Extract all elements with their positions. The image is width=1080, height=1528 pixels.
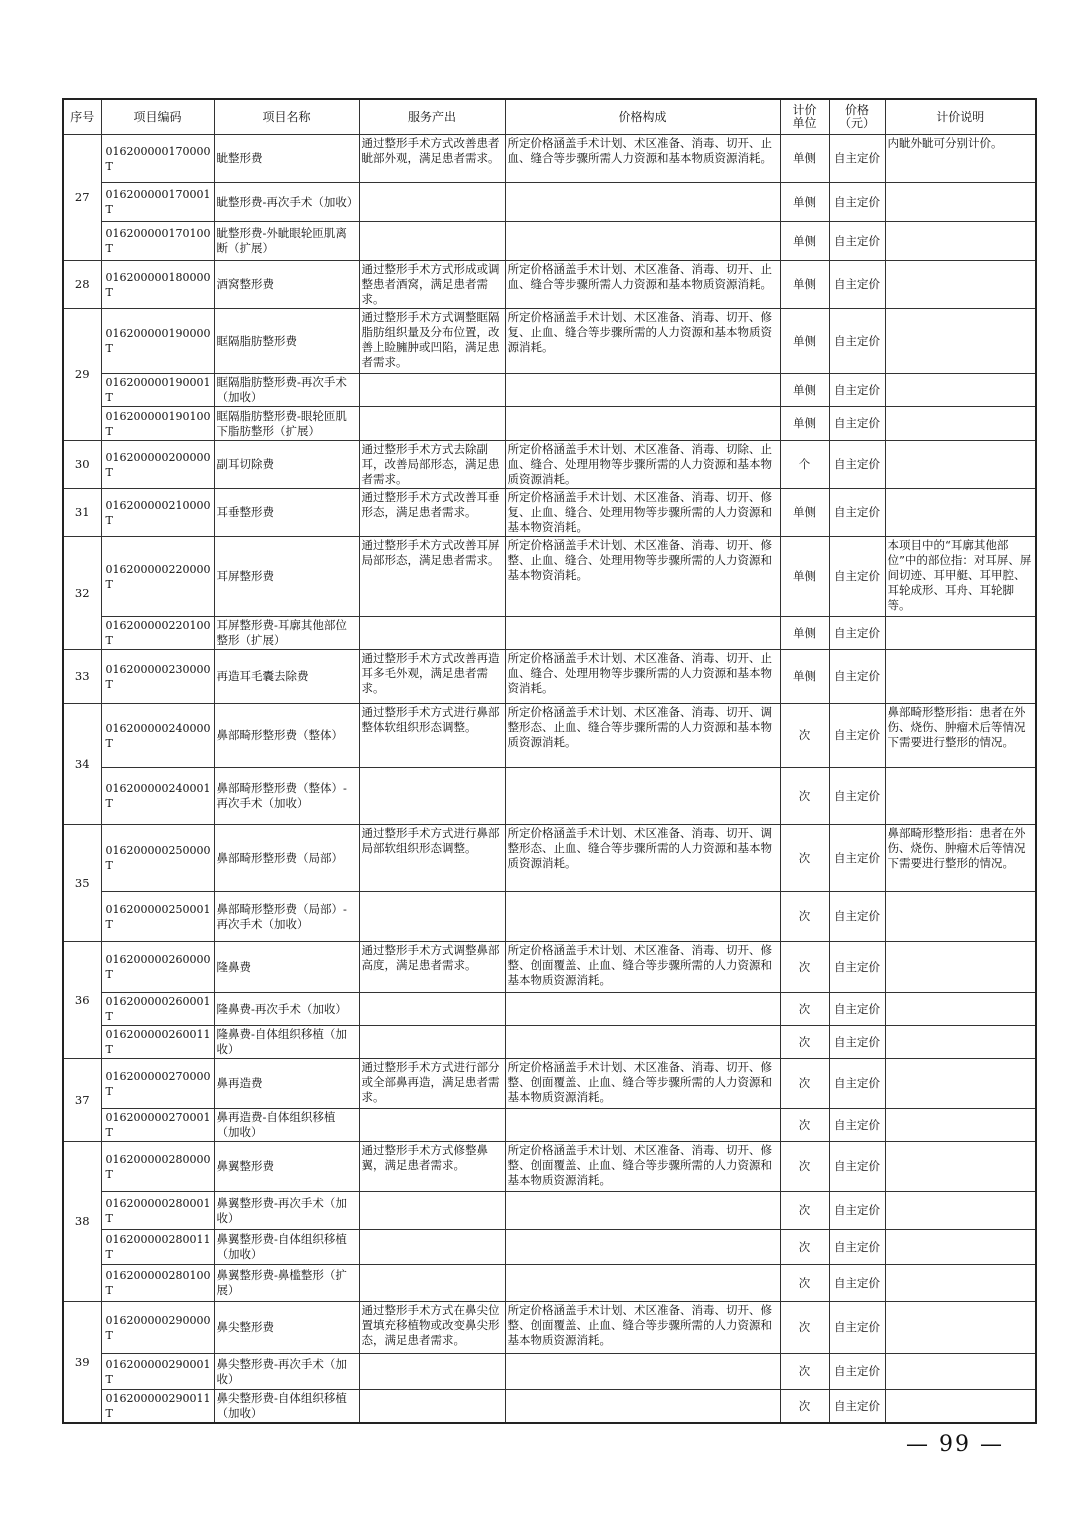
cell-composition: 所定价格涵盖手术计划、术区准备、消毒、切开、修复、止血、缝合等步骤所需的人力资源和基本物质资源消耗。 bbox=[505, 309, 780, 374]
cell-composition bbox=[505, 1390, 780, 1424]
cell-name: 隆鼻费-再次手术（加收） bbox=[214, 993, 359, 1026]
cell-note bbox=[885, 942, 1036, 993]
table-row bbox=[63, 1354, 1036, 1390]
cell-seq: 34 bbox=[63, 704, 101, 825]
cell-output: 通过整形手术方式进行鼻部局部软组织形态调整。 bbox=[359, 825, 505, 892]
table-row bbox=[63, 825, 1036, 892]
cell-unit: 单侧 bbox=[780, 537, 829, 617]
cell-output: 通过整形手术方式修整鼻翼，满足患者需求。 bbox=[359, 1142, 505, 1192]
cell-name: 再造耳毛囊去除费 bbox=[214, 650, 359, 704]
cell-code: 016200000260011T bbox=[101, 1026, 214, 1059]
cell-code: 016200000190001T bbox=[101, 374, 214, 407]
cell-price: 自主定价 bbox=[829, 1265, 885, 1302]
cell-unit: 单侧 bbox=[780, 650, 829, 704]
cell-code: 016200000250001T bbox=[101, 892, 214, 942]
cell-composition bbox=[505, 1109, 780, 1142]
cell-price: 自主定价 bbox=[829, 704, 885, 768]
cell-output: 通过整形手术方式改善患者眦部外观，满足患者需求。 bbox=[359, 135, 505, 183]
cell-composition bbox=[505, 374, 780, 407]
cell-price: 自主定价 bbox=[829, 309, 885, 374]
table-row bbox=[63, 942, 1036, 993]
cell-unit: 次 bbox=[780, 942, 829, 993]
table-row bbox=[63, 222, 1036, 261]
cell-output bbox=[359, 1390, 505, 1424]
cell-code: 016200000290000T bbox=[101, 1302, 214, 1354]
cell-unit: 单侧 bbox=[780, 183, 829, 222]
cell-code: 016200000230000T bbox=[101, 650, 214, 704]
cell-note bbox=[885, 374, 1036, 407]
cell-name: 眦整形费-再次手术（加收） bbox=[214, 183, 359, 222]
cell-name: 耳屏整形费 bbox=[214, 537, 359, 617]
cell-seq: 39 bbox=[63, 1302, 101, 1424]
cell-price: 自主定价 bbox=[829, 768, 885, 825]
cell-price: 自主定价 bbox=[829, 1302, 885, 1354]
cell-unit: 次 bbox=[780, 825, 829, 892]
cell-code: 016200000260000T bbox=[101, 942, 214, 993]
cell-price: 自主定价 bbox=[829, 892, 885, 942]
cell-code: 016200000180000T bbox=[101, 261, 214, 309]
cell-composition: 所定价格涵盖手术计划、术区准备、消毒、切开、修整、止血、缝合、处理用物等步骤所需的人力资源和基本物资消耗。 bbox=[505, 537, 780, 617]
cell-output: 通过整形手术方式改善再造耳多毛外观，满足患者需求。 bbox=[359, 650, 505, 704]
header-composition: 价格构成 bbox=[505, 99, 780, 135]
cell-price: 自主定价 bbox=[829, 407, 885, 441]
cell-composition: 所定价格涵盖手术计划、术区准备、消毒、切开、止血、缝合等步骤所需人力资源和基本物质资源消耗。 bbox=[505, 135, 780, 183]
cell-note bbox=[885, 183, 1036, 222]
cell-output bbox=[359, 1354, 505, 1390]
table-row bbox=[63, 768, 1036, 825]
cell-note: 内眦外眦可分别计价。 bbox=[885, 135, 1036, 183]
cell-seq: 37 bbox=[63, 1059, 101, 1142]
cell-note bbox=[885, 222, 1036, 261]
cell-note bbox=[885, 407, 1036, 441]
table-row bbox=[63, 441, 1036, 489]
cell-code: 016200000170000T bbox=[101, 135, 214, 183]
cell-unit: 次 bbox=[780, 1109, 829, 1142]
table-row bbox=[63, 261, 1036, 309]
cell-output: 通过整形手术方式改善耳垂形态，满足患者需求。 bbox=[359, 489, 505, 537]
cell-price: 自主定价 bbox=[829, 441, 885, 489]
cell-name: 鼻翼整形费 bbox=[214, 1142, 359, 1192]
cell-unit: 次 bbox=[780, 1265, 829, 1302]
cell-output: 通过整形手术方式在鼻尖位置填充移植物或改变鼻尖形态，满足患者需求。 bbox=[359, 1302, 505, 1354]
cell-output: 通过整形手术方式形成或调整患者酒窝，满足患者需求。 bbox=[359, 261, 505, 309]
table-row bbox=[63, 1059, 1036, 1109]
cell-name: 耳屏整形费-耳廓其他部位整形（扩展） bbox=[214, 617, 359, 650]
cell-unit: 单侧 bbox=[780, 489, 829, 537]
cell-note bbox=[885, 650, 1036, 704]
cell-price: 自主定价 bbox=[829, 993, 885, 1026]
cell-note bbox=[885, 261, 1036, 309]
table-row bbox=[63, 135, 1036, 183]
cell-seq: 28 bbox=[63, 261, 101, 309]
cell-note bbox=[885, 1390, 1036, 1424]
cell-price: 自主定价 bbox=[829, 1026, 885, 1059]
cell-unit: 个 bbox=[780, 441, 829, 489]
cell-note bbox=[885, 1302, 1036, 1354]
cell-composition bbox=[505, 183, 780, 222]
cell-code: 016200000220000T bbox=[101, 537, 214, 617]
cell-note bbox=[885, 1026, 1036, 1059]
cell-name: 耳垂整形费 bbox=[214, 489, 359, 537]
cell-unit: 单侧 bbox=[780, 135, 829, 183]
cell-seq: 30 bbox=[63, 441, 101, 489]
cell-name: 酒窝整形费 bbox=[214, 261, 359, 309]
cell-name: 眦整形费-外眦眼轮匝肌离断（扩展） bbox=[214, 222, 359, 261]
cell-note bbox=[885, 993, 1036, 1026]
cell-output: 通过整形手术方式改善耳屏局部形态，满足患者需求。 bbox=[359, 537, 505, 617]
cell-code: 016200000190100T bbox=[101, 407, 214, 441]
cell-note: 鼻部畸形整形指：患者在外伤、烧伤、肿瘤术后等情况下需要进行整形的情况。 bbox=[885, 825, 1036, 892]
cell-note bbox=[885, 768, 1036, 825]
header-output: 服务产出 bbox=[359, 99, 505, 135]
cell-note bbox=[885, 1059, 1036, 1109]
cell-unit: 次 bbox=[780, 1390, 829, 1424]
cell-composition: 所定价格涵盖手术计划、术区准备、消毒、切开、修整、创面覆盖、止血、缝合等步骤所需的人力资源和基本物质资源消耗。 bbox=[505, 1142, 780, 1192]
cell-price: 自主定价 bbox=[829, 135, 885, 183]
cell-output bbox=[359, 1192, 505, 1230]
cell-price: 自主定价 bbox=[829, 825, 885, 892]
cell-price: 自主定价 bbox=[829, 261, 885, 309]
cell-output: 通过整形手术方式调整鼻部高度，满足患者需求。 bbox=[359, 942, 505, 993]
cell-unit: 次 bbox=[780, 704, 829, 768]
table-row bbox=[63, 309, 1036, 374]
table-row bbox=[63, 1265, 1036, 1302]
cell-composition bbox=[505, 768, 780, 825]
cell-note bbox=[885, 1192, 1036, 1230]
cell-unit: 次 bbox=[780, 768, 829, 825]
cell-code: 016200000290011T bbox=[101, 1390, 214, 1424]
table-header-row bbox=[63, 99, 1036, 135]
page-number: — 99 — bbox=[906, 1432, 1004, 1457]
cell-note bbox=[885, 489, 1036, 537]
cell-code: 016200000280011T bbox=[101, 1230, 214, 1265]
cell-name: 眶隔脂肪整形费-再次手术（加收） bbox=[214, 374, 359, 407]
cell-composition: 所定价格涵盖手术计划、术区准备、消毒、切除、止血、缝合、处理用物等步骤所需的人力资源和基本物质资源消耗。 bbox=[505, 441, 780, 489]
cell-name: 鼻翼整形费-自体组织移植（加收） bbox=[214, 1230, 359, 1265]
cell-composition bbox=[505, 222, 780, 261]
header-price: 价格 （元） bbox=[829, 99, 885, 135]
cell-name: 副耳切除费 bbox=[214, 441, 359, 489]
cell-composition bbox=[505, 1354, 780, 1390]
table-row bbox=[63, 537, 1036, 617]
cell-price: 自主定价 bbox=[829, 1230, 885, 1265]
cell-code: 016200000200000T bbox=[101, 441, 214, 489]
table-row bbox=[63, 650, 1036, 704]
cell-code: 016200000270001T bbox=[101, 1109, 214, 1142]
header-note: 计价说明 bbox=[885, 99, 1036, 135]
cell-code: 016200000260001T bbox=[101, 993, 214, 1026]
table-row bbox=[63, 374, 1036, 407]
cell-composition: 所定价格涵盖手术计划、术区准备、消毒、切开、修复、止血、缝合、处理用物等步骤所需的人力资源和基本物资消耗。 bbox=[505, 489, 780, 537]
cell-unit: 次 bbox=[780, 1230, 829, 1265]
cell-composition: 所定价格涵盖手术计划、术区准备、消毒、切开、止血、缝合、处理用物等步骤所需的人力资源和基本物资消耗。 bbox=[505, 650, 780, 704]
cell-seq: 36 bbox=[63, 942, 101, 1059]
header-seq: 序号 bbox=[63, 99, 101, 135]
cell-output bbox=[359, 1230, 505, 1265]
cell-composition bbox=[505, 1265, 780, 1302]
cell-output: 通过整形手术方式进行鼻部整体软组织形态调整。 bbox=[359, 704, 505, 768]
table-row bbox=[63, 617, 1036, 650]
cell-unit: 单侧 bbox=[780, 261, 829, 309]
cell-composition: 所定价格涵盖手术计划、术区准备、消毒、切开、调整形态、止血、缝合等步骤所需的人力资源和基本物质资源消耗。 bbox=[505, 825, 780, 892]
cell-unit: 次 bbox=[780, 1142, 829, 1192]
cell-name: 鼻翼整形费-再次手术（加收） bbox=[214, 1192, 359, 1230]
cell-name: 眶隔脂肪整形费-眼轮匝肌下脂肪整形（扩展） bbox=[214, 407, 359, 441]
cell-name: 鼻再造费-自体组织移植（加收） bbox=[214, 1109, 359, 1142]
cell-unit: 次 bbox=[780, 1302, 829, 1354]
cell-name: 眦整形费 bbox=[214, 135, 359, 183]
cell-composition: 所定价格涵盖手术计划、术区准备、消毒、切开、修整、创面覆盖、止血、缝合等步骤所需的人力资源和基本物质资源消耗。 bbox=[505, 942, 780, 993]
cell-code: 016200000170100T bbox=[101, 222, 214, 261]
cell-code: 016200000270000T bbox=[101, 1059, 214, 1109]
table-row bbox=[63, 183, 1036, 222]
cell-composition: 所定价格涵盖手术计划、术区准备、消毒、切开、修整、创面覆盖、止血、缝合等步骤所需的人力资源和基本物质资源消耗。 bbox=[505, 1059, 780, 1109]
cell-output bbox=[359, 1109, 505, 1142]
cell-seq: 33 bbox=[63, 650, 101, 704]
cell-composition: 所定价格涵盖手术计划、术区准备、消毒、切开、调整形态、止血、缝合等步骤所需的人力资源和基本物质资源消耗。 bbox=[505, 704, 780, 768]
cell-name: 鼻尖整形费-自体组织移植（加收） bbox=[214, 1390, 359, 1424]
cell-output bbox=[359, 222, 505, 261]
table-row bbox=[63, 1142, 1036, 1192]
cell-price: 自主定价 bbox=[829, 1059, 885, 1109]
cell-output bbox=[359, 407, 505, 441]
cell-seq: 35 bbox=[63, 825, 101, 942]
table-row bbox=[63, 1302, 1036, 1354]
table-row bbox=[63, 1390, 1036, 1424]
cell-name: 鼻翼整形费-鼻槛整形（扩展） bbox=[214, 1265, 359, 1302]
cell-unit: 单侧 bbox=[780, 617, 829, 650]
cell-name: 鼻尖整形费-再次手术（加收） bbox=[214, 1354, 359, 1390]
cell-price: 自主定价 bbox=[829, 537, 885, 617]
header-unit: 计价 单位 bbox=[780, 99, 829, 135]
cell-note bbox=[885, 1354, 1036, 1390]
cell-output bbox=[359, 183, 505, 222]
header-code: 项目编码 bbox=[101, 99, 214, 135]
table-row bbox=[63, 489, 1036, 537]
cell-output bbox=[359, 993, 505, 1026]
cell-unit: 次 bbox=[780, 1192, 829, 1230]
cell-price: 自主定价 bbox=[829, 183, 885, 222]
cell-name: 隆鼻费-自体组织移植（加收） bbox=[214, 1026, 359, 1059]
cell-output: 通过整形手术方式进行部分或全部鼻再造，满足患者需求。 bbox=[359, 1059, 505, 1109]
cell-name: 鼻尖整形费 bbox=[214, 1302, 359, 1354]
cell-note bbox=[885, 1142, 1036, 1192]
cell-unit: 次 bbox=[780, 892, 829, 942]
cell-unit: 次 bbox=[780, 1354, 829, 1390]
cell-price: 自主定价 bbox=[829, 1390, 885, 1424]
cell-composition bbox=[505, 407, 780, 441]
cell-name: 鼻部畸形整形费（局部）-再次手术（加收） bbox=[214, 892, 359, 942]
cell-note: 本项目中的“耳廓其他部位”中的部位指：对耳屏、屏间切迹、耳甲艇、耳甲腔、耳轮成形、耳舟、耳轮脚等。 bbox=[885, 537, 1036, 617]
cell-composition bbox=[505, 1026, 780, 1059]
cell-note bbox=[885, 892, 1036, 942]
table-row bbox=[63, 892, 1036, 942]
cell-note bbox=[885, 1265, 1036, 1302]
cell-output bbox=[359, 892, 505, 942]
cell-output: 通过整形手术方式去除副耳，改善局部形态，满足患者需求。 bbox=[359, 441, 505, 489]
cell-seq: 31 bbox=[63, 489, 101, 537]
cell-output: 通过整形手术方式调整眶隔脂肪组织量及分布位置，改善上睑臃肿或凹陷，满足患者需求。 bbox=[359, 309, 505, 374]
cell-price: 自主定价 bbox=[829, 489, 885, 537]
cell-output bbox=[359, 1026, 505, 1059]
cell-price: 自主定价 bbox=[829, 1354, 885, 1390]
cell-seq: 27 bbox=[63, 135, 101, 261]
table-body bbox=[63, 135, 1036, 1424]
cell-composition bbox=[505, 892, 780, 942]
cell-note bbox=[885, 1109, 1036, 1142]
cell-unit: 单侧 bbox=[780, 407, 829, 441]
table-row bbox=[63, 1192, 1036, 1230]
cell-composition: 所定价格涵盖手术计划、术区准备、消毒、切开、修整、创面覆盖、止血、缝合等步骤所需的人力资源和基本物质资源消耗。 bbox=[505, 1302, 780, 1354]
cell-price: 自主定价 bbox=[829, 942, 885, 993]
cell-output bbox=[359, 617, 505, 650]
cell-composition bbox=[505, 617, 780, 650]
cell-price: 自主定价 bbox=[829, 1192, 885, 1230]
table-row bbox=[63, 1026, 1036, 1059]
cell-name: 眶隔脂肪整形费 bbox=[214, 309, 359, 374]
cell-note bbox=[885, 1230, 1036, 1265]
cell-name: 鼻部畸形整形费（局部） bbox=[214, 825, 359, 892]
cell-unit: 次 bbox=[780, 1059, 829, 1109]
cell-code: 016200000290001T bbox=[101, 1354, 214, 1390]
cell-name: 鼻部畸形整形费（整体）-再次手术（加收） bbox=[214, 768, 359, 825]
cell-code: 016200000210000T bbox=[101, 489, 214, 537]
cell-note bbox=[885, 441, 1036, 489]
fee-table bbox=[62, 98, 1037, 1424]
cell-unit: 次 bbox=[780, 993, 829, 1026]
cell-unit: 单侧 bbox=[780, 374, 829, 407]
table-row bbox=[63, 407, 1036, 441]
table-row bbox=[63, 993, 1036, 1026]
cell-price: 自主定价 bbox=[829, 374, 885, 407]
cell-price: 自主定价 bbox=[829, 1142, 885, 1192]
cell-composition bbox=[505, 1230, 780, 1265]
cell-note bbox=[885, 309, 1036, 374]
cell-price: 自主定价 bbox=[829, 222, 885, 261]
cell-output bbox=[359, 374, 505, 407]
cell-seq: 29 bbox=[63, 309, 101, 441]
cell-name: 隆鼻费 bbox=[214, 942, 359, 993]
cell-code: 016200000170001T bbox=[101, 183, 214, 222]
cell-code: 016200000240000T bbox=[101, 704, 214, 768]
cell-composition: 所定价格涵盖手术计划、术区准备、消毒、切开、止血、缝合等步骤所需人力资源和基本物质资源消耗。 bbox=[505, 261, 780, 309]
cell-composition bbox=[505, 1192, 780, 1230]
cell-name: 鼻部畸形整形费（整体） bbox=[214, 704, 359, 768]
header-name: 项目名称 bbox=[214, 99, 359, 135]
cell-unit: 单侧 bbox=[780, 309, 829, 374]
cell-note bbox=[885, 617, 1036, 650]
cell-code: 016200000190000T bbox=[101, 309, 214, 374]
cell-note: 鼻部畸形整形指：患者在外伤、烧伤、肿瘤术后等情况下需要进行整形的情况。 bbox=[885, 704, 1036, 768]
cell-output bbox=[359, 1265, 505, 1302]
cell-seq: 38 bbox=[63, 1142, 101, 1302]
cell-price: 自主定价 bbox=[829, 617, 885, 650]
table-row bbox=[63, 704, 1036, 768]
cell-code: 016200000220100T bbox=[101, 617, 214, 650]
cell-output bbox=[359, 768, 505, 825]
cell-price: 自主定价 bbox=[829, 1109, 885, 1142]
cell-code: 016200000280000T bbox=[101, 1142, 214, 1192]
cell-code: 016200000280001T bbox=[101, 1192, 214, 1230]
cell-code: 016200000250000T bbox=[101, 825, 214, 892]
cell-unit: 单侧 bbox=[780, 222, 829, 261]
table-row bbox=[63, 1109, 1036, 1142]
table-row bbox=[63, 1230, 1036, 1265]
cell-seq: 32 bbox=[63, 537, 101, 650]
cell-code: 016200000280100T bbox=[101, 1265, 214, 1302]
cell-name: 鼻再造费 bbox=[214, 1059, 359, 1109]
cell-unit: 次 bbox=[780, 1026, 829, 1059]
cell-composition bbox=[505, 993, 780, 1026]
cell-code: 016200000240001T bbox=[101, 768, 214, 825]
cell-price: 自主定价 bbox=[829, 650, 885, 704]
